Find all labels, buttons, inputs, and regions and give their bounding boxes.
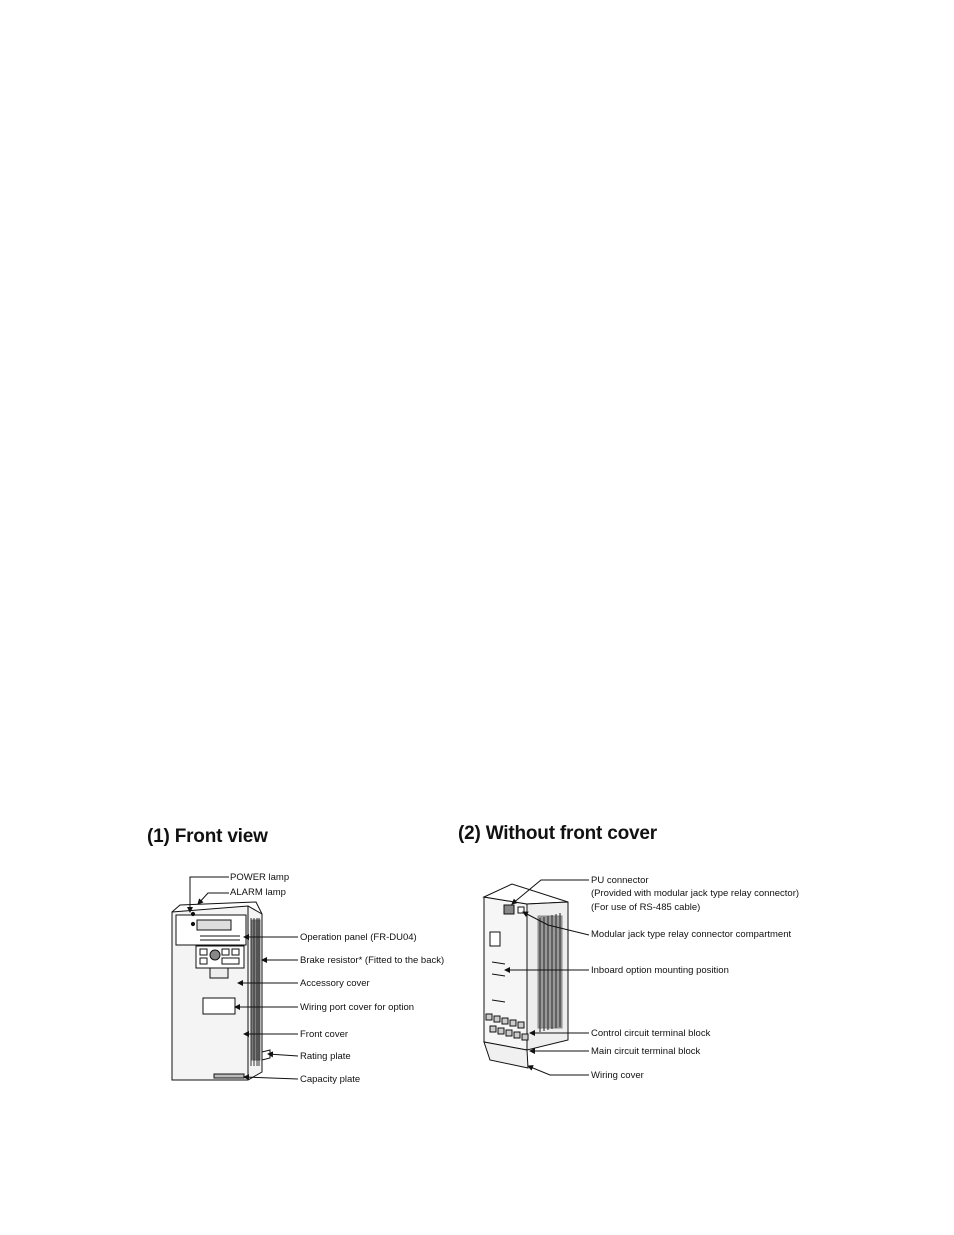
front-view-heading: (1) Front view xyxy=(147,826,268,847)
label-capacity-plate: Capacity plate xyxy=(300,1074,361,1085)
label-control-terminal-block: Control circuit terminal block xyxy=(591,1028,711,1039)
label-modular-jack-compartment: Modular jack type relay connector compartment xyxy=(591,929,792,940)
label-main-terminal-block: Main circuit terminal block xyxy=(591,1046,701,1057)
leader-rating-plate xyxy=(268,1054,298,1056)
label-pu-connector-note1: (Provided with modular jack type relay connector) xyxy=(591,888,800,899)
label-rating-plate: Rating plate xyxy=(300,1051,351,1062)
label-brake-resistor: Brake resistor* (Fitted to the back) xyxy=(300,955,445,966)
inverter-open-drawing xyxy=(484,884,568,1068)
leader-alarm-lamp xyxy=(198,893,229,904)
label-operation-panel: Operation panel (FR-DU04) xyxy=(300,932,417,943)
label-power-lamp: POWER lamp xyxy=(230,872,290,883)
label-wiring-cover: Wiring cover xyxy=(591,1070,644,1081)
label-pu-connector: PU connector xyxy=(591,875,649,886)
label-front-cover: Front cover xyxy=(300,1029,349,1040)
leader-wiring-cover xyxy=(528,1066,589,1075)
without-front-cover-heading: (2) Without front cover xyxy=(458,823,657,844)
label-alarm-lamp: ALARM lamp xyxy=(230,887,286,898)
label-inboard-option: Inboard option mounting position xyxy=(591,965,729,976)
label-wiring-port-cover: Wiring port cover for option xyxy=(300,1002,415,1013)
label-pu-connector-note2: (For use of RS-485 cable) xyxy=(591,902,701,913)
leader-power-lamp xyxy=(190,877,229,912)
label-accessory-cover: Accessory cover xyxy=(300,978,370,989)
inverter-front-drawing xyxy=(172,902,270,1080)
